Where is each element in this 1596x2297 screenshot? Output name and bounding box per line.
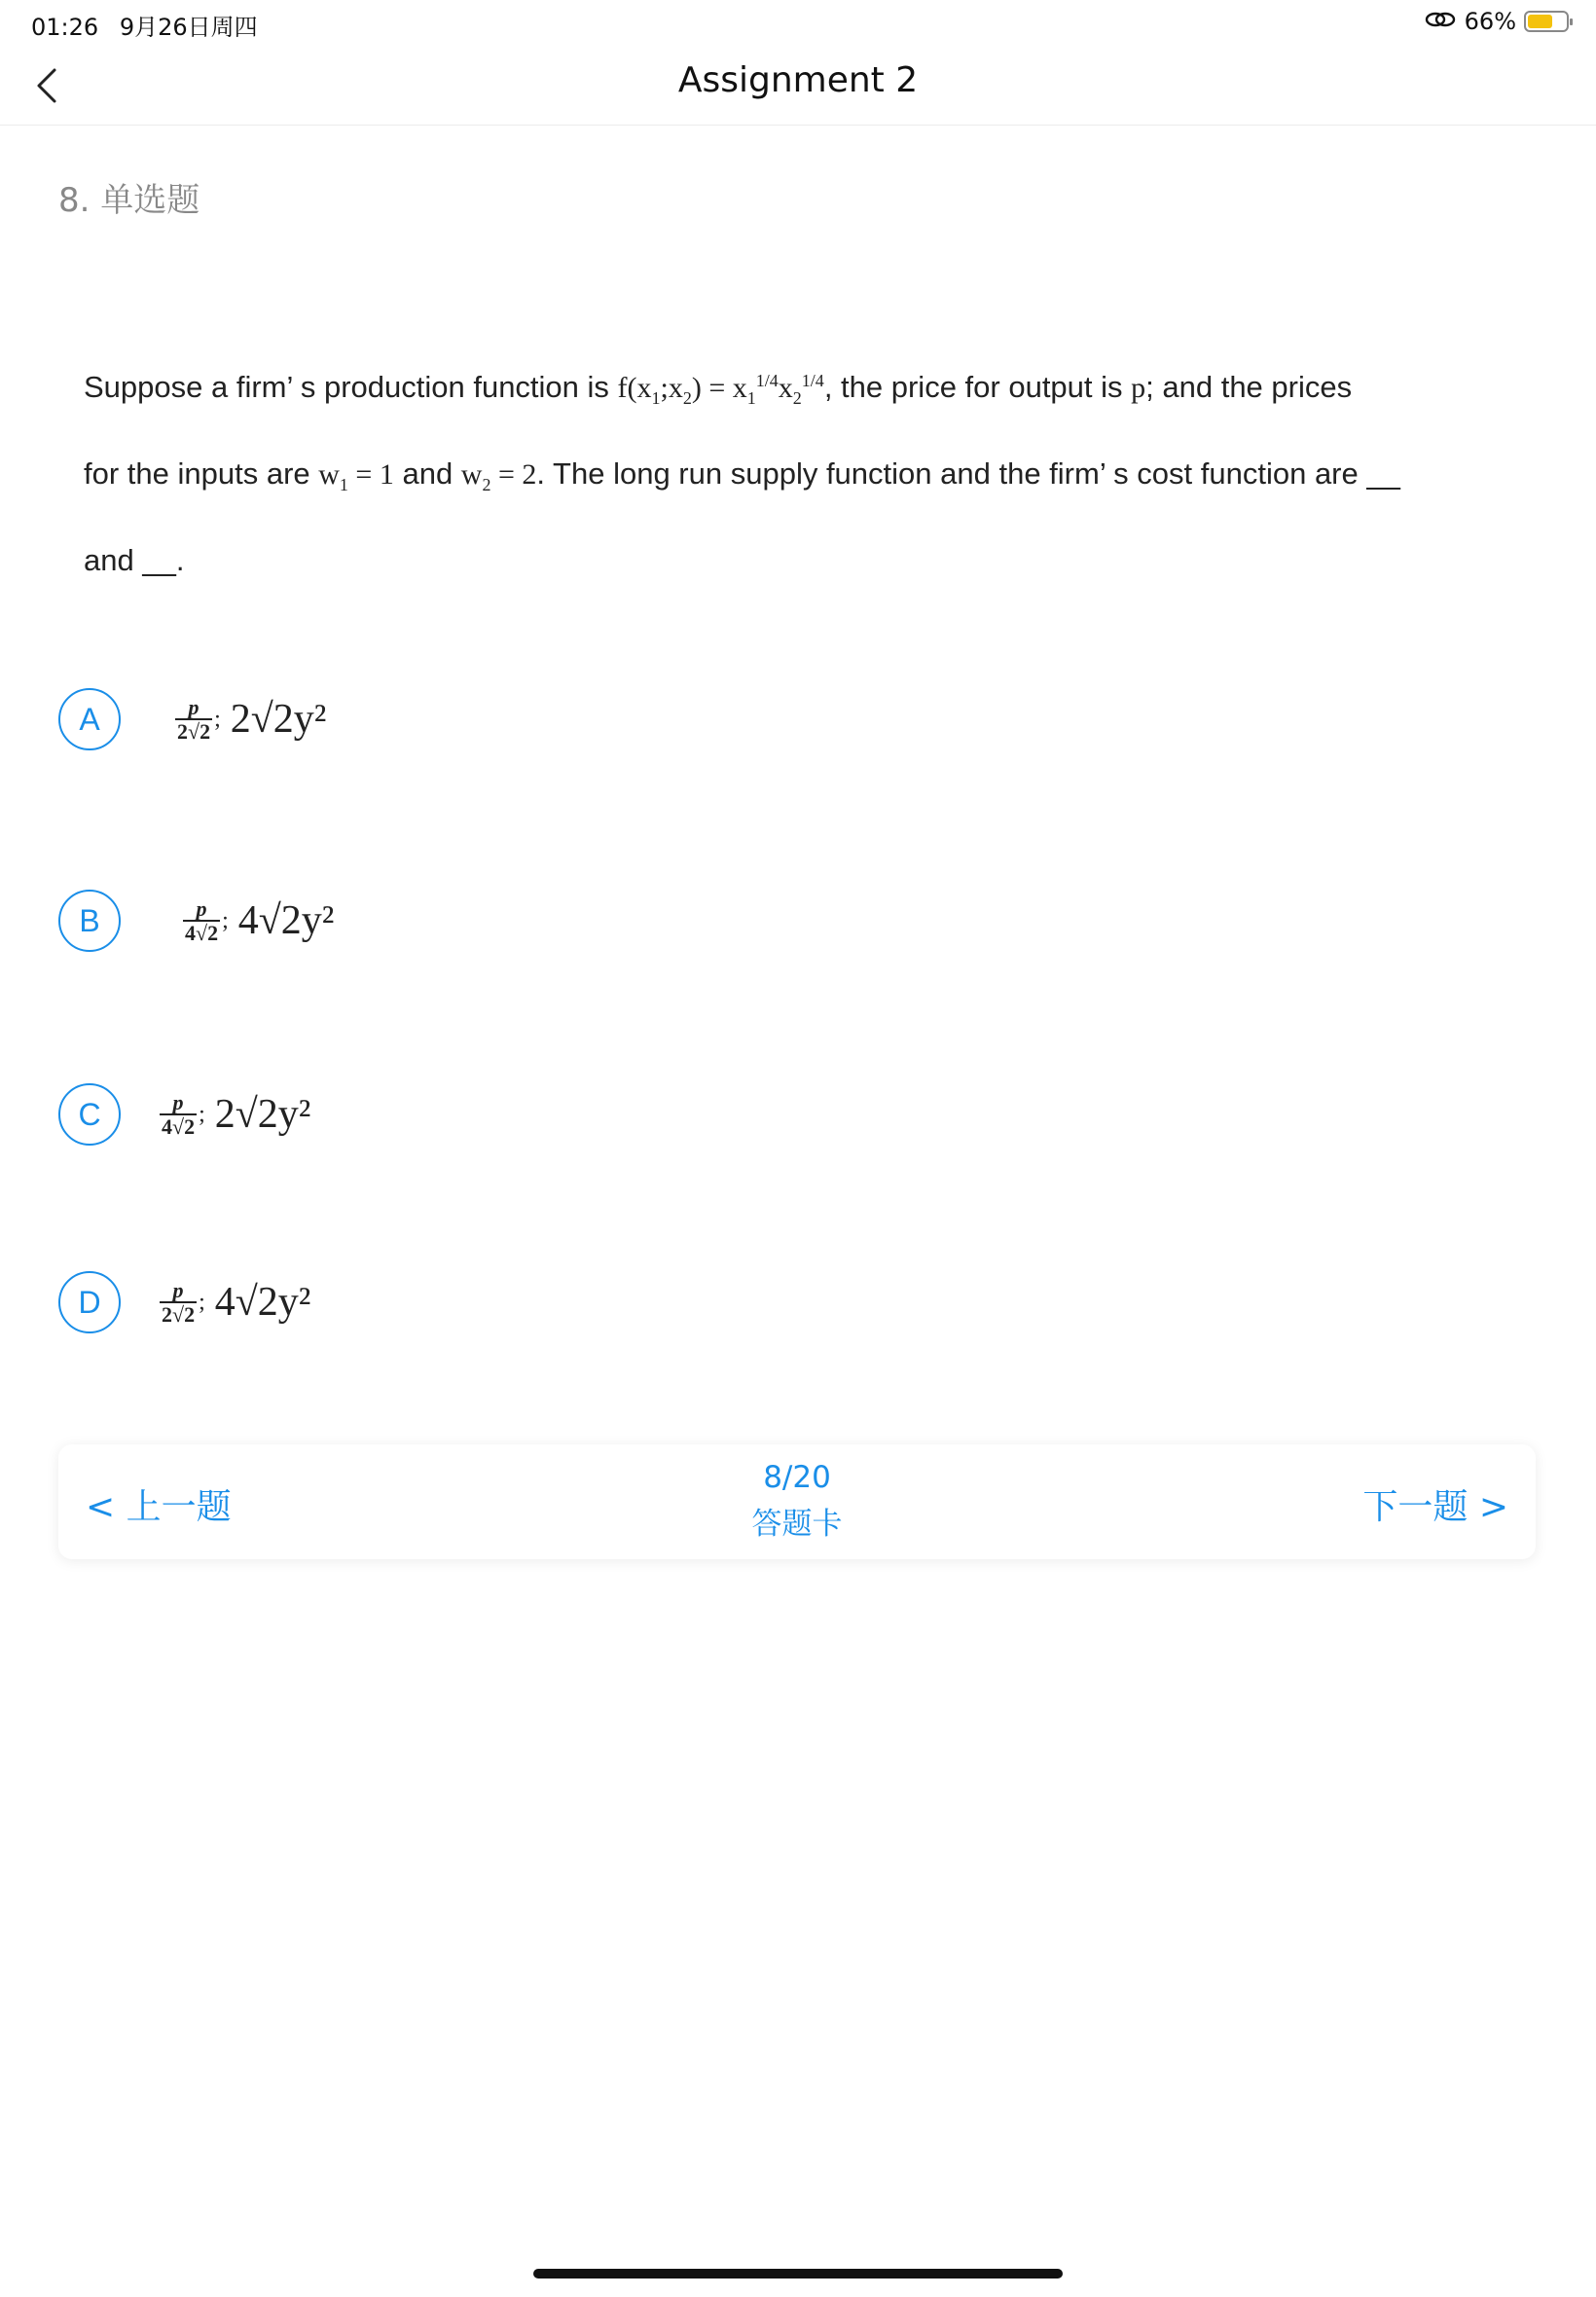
option-b[interactable] [58,890,334,952]
option-b-formula: $\frac{p}{4√2}$ ; 4√2y² [185,895,335,945]
production-function: $f(x_1;x_2) = x_1^{1/4}x_2^{1/4}$ [617,371,824,408]
option-c[interactable] [58,1083,310,1146]
option-b-letter[interactable]: B [58,890,121,952]
battery-fill [1528,15,1552,28]
prev-question-button[interactable]: < 上一题 [86,1487,232,1527]
nav-bar [0,47,1596,126]
option-a-letter[interactable]: A [58,688,121,750]
question-line-3: and __. [84,543,185,577]
answer-card-label: 答题卡 [751,1507,843,1542]
status-bar [0,0,1596,47]
w1-value: $w_1 = 1$ [318,458,394,494]
battery-icon [1524,11,1569,32]
question-type-label: 8. 单选题 [58,181,200,220]
status-date: 9月26日周四 [119,14,258,41]
status-time: 01:26 [31,14,99,41]
question-line-2: for the inputs are $w_1 = 1$ and $w_2 = 2$. The long run supply function and the firm’ s cost function are __ [84,456,1400,494]
status-clock [31,8,258,42]
w2-value: $w_2 = 2$ [460,458,537,494]
link-icon [1424,8,1457,35]
option-d-formula: $\frac{p}{2√2}$ ; 4√2y² [162,1277,311,1327]
question-line-1: Suppose a firm’ s production function is $f(x_1;x_2) = x_1^{1/4}x_2^{1/4}$, the price for output is p; and the prices [84,370,1353,408]
option-d[interactable] [58,1271,310,1333]
battery-percent: 66% [1464,8,1516,35]
status-indicators [1424,8,1569,35]
option-d-letter[interactable]: D [58,1271,121,1333]
battery-cap [1570,18,1573,25]
page-title: Assignment 2 [677,60,919,100]
next-question-button[interactable]: 下一题 > [1362,1487,1508,1527]
option-a-formula: $\frac{p}{2√2}$ ; 2√2y² [177,694,327,744]
option-a[interactable] [58,688,326,750]
question-text [84,343,1466,599]
question-navigation [58,1444,1536,1559]
question-progress: 8/20 [763,1460,831,1495]
option-c-letter[interactable]: C [58,1083,121,1146]
answer-card-button[interactable] [58,1460,1536,1543]
option-c-formula: $\frac{p}{4√2}$ ; 2√2y² [162,1089,311,1139]
home-indicator[interactable] [533,2269,1063,2279]
